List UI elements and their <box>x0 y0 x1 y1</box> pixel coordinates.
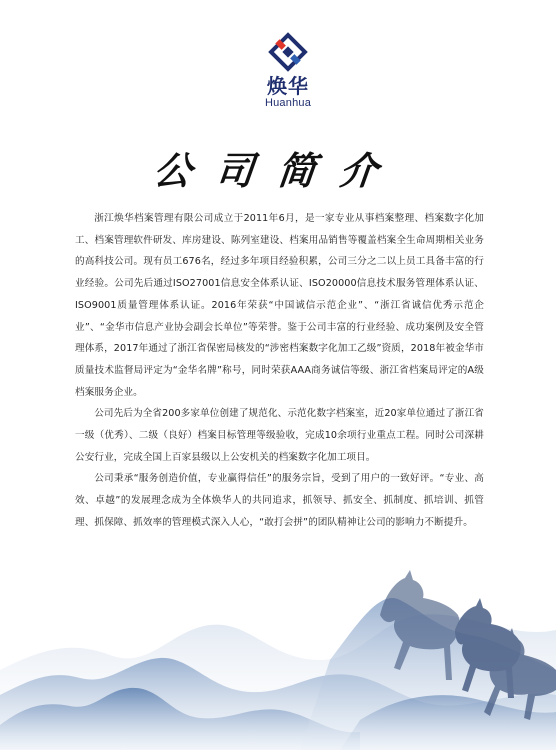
profile-paragraph-2: 公司先后为全省200多家单位创建了规范化、示范化数字档案室，近20家单位通过了浙江省一级（优秀）、二级（良好）档案目标管理等级验收，完成10余项行业重点工程。同时公司深耕公安行业，完成全国上百家县级以上公安机关的档案数字化加工项目。 <box>75 408 484 463</box>
company-profile-text <box>75 208 484 534</box>
logo-name-cn: 焕华 <box>267 74 309 98</box>
page-title: 公司简介 <box>151 148 405 193</box>
huanhua-logo-icon <box>266 30 310 74</box>
profile-paragraph-3: 公司秉承“服务创造价值，专业赢得信任”的服务宗旨，受到了用户的一致好评。“专业、高效、卓越”的发展理念成为全体焕华人的共同追求，抓领导、抓安全、抓制度、抓培训、抓管理、抓保障、抓效率的管理模式深入人心，“敢打会拼”的团队精神让公司的影响力不断提升。 <box>75 473 484 528</box>
profile-paragraph-1: 浙江焕华档案管理有限公司成立于2011年6月，是一家专业从事档案整理、档案数字化加工、档案管理软件研发、库房建设、陈列室建设、档案用品销售等覆盖档案全生命周期相关业务的高科技公司。现有员工676名，经过多年项目经验积累，公司三分之二以上员工具备丰富的行业经验。公司先后通过ISO27001信息安全体系认证、ISO20000信息技术服务管理体系认证、ISO9001质量管理体系认证。2016年荣获“中国诚信示范企业”、“浙江省诚信优秀示范企业”、“金华市信息产业协会副会长单位”等荣誉。鉴于公司丰富的行业经验、成功案例及安全管理体系，2017年通过了浙江省保密局核发的“涉密档案数字化加工乙级”资质，2018年被金华市质量技术监督局评定为“金华名牌”称号，同时荣获AAA商务诚信等级、浙江省档案局评定的A级档案服务企业。 <box>75 213 484 398</box>
mountain-horse-decoration <box>0 520 556 750</box>
logo-name-en: Huanhua <box>264 97 312 109</box>
company-logo <box>258 30 318 109</box>
